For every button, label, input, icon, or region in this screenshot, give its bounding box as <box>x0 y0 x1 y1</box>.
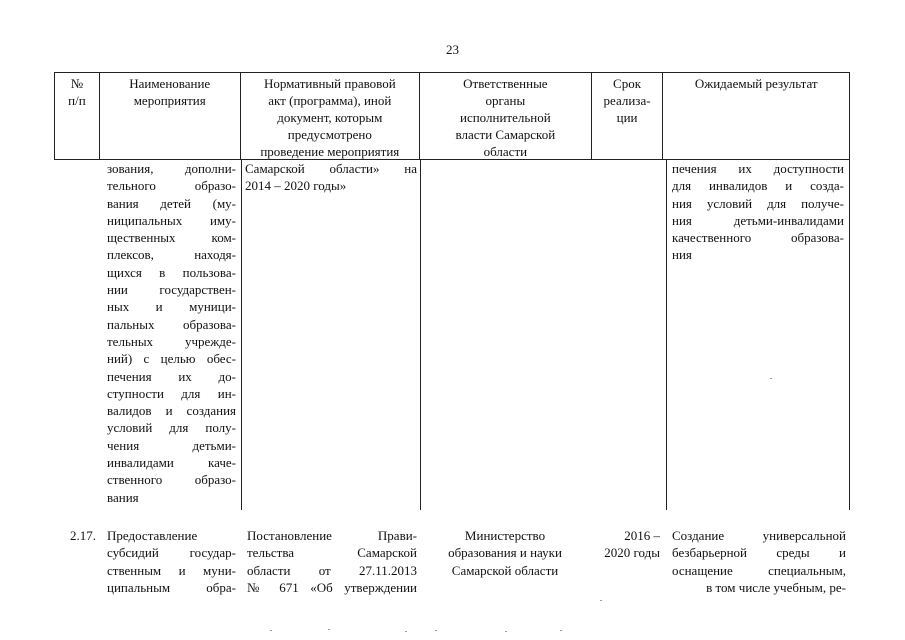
activity-name <box>107 527 236 596</box>
text-line: субсидий государ- <box>107 545 236 561</box>
continued-legal-act <box>245 160 417 195</box>
text-line: для инвалидов и созда- <box>672 178 844 194</box>
table-header <box>54 72 850 160</box>
text-line: тельных учрежде- <box>107 333 236 349</box>
page-number: 23 <box>446 42 459 57</box>
scan-speck <box>328 629 330 630</box>
text-line: нии государствен- <box>107 282 236 298</box>
header-term: Срок реализа- ции <box>592 73 664 159</box>
text-line: ципальным обра- <box>107 579 236 595</box>
legal-act <box>247 527 417 596</box>
text-line: ных и муници- <box>107 299 236 315</box>
text-line: оснащение специальным, <box>672 562 846 578</box>
text-line: пальных образова- <box>107 316 236 332</box>
text-line: ния детьми-инвалидами <box>672 212 844 228</box>
column-divider <box>666 160 667 510</box>
text-line: Самарской области <box>451 562 559 578</box>
expected-result <box>672 527 846 596</box>
continued-activity-name <box>107 160 236 506</box>
scan-speck <box>600 600 602 601</box>
header-expected-result: Ожидаемый результат <box>694 76 818 91</box>
scan-speck <box>435 630 437 631</box>
header-legal-act: Нормативный правовой акт (программа), иной документ, которым предусмотрено проведение мероприятия <box>241 73 421 159</box>
column-divider <box>241 160 242 510</box>
text-line: тельного образо- <box>107 178 236 194</box>
text-line: ственного образо- <box>107 472 236 488</box>
text-line: инвалидами каче- <box>107 455 236 471</box>
text-line: Постановление Прави- <box>247 528 417 543</box>
scan-speck <box>560 630 562 631</box>
text-line: Предоставление <box>107 528 198 543</box>
text-line: Министерство <box>464 528 546 543</box>
text-line: Создание универсальной <box>672 528 846 543</box>
text-line: ния условий для получе- <box>672 195 844 211</box>
text-line: № 671 «Об утверждении <box>247 579 417 595</box>
text-line: ступности для ин- <box>107 385 236 401</box>
header-activity-name: Наименование мероприятия <box>100 73 241 159</box>
header-number: № п/п <box>55 73 100 159</box>
text-line: ния <box>672 247 692 263</box>
text-line: условий для полу- <box>107 420 236 436</box>
text-line: плексов, находя- <box>107 247 236 263</box>
text-line: 2014 – 2020 годы» <box>245 178 347 194</box>
text-line: валидов и создания <box>107 403 236 419</box>
text-line: ниципальных иму- <box>107 212 236 228</box>
text-line: зования, дополни- <box>107 161 236 176</box>
text-line: ний) с целью обес- <box>107 351 236 367</box>
text-line: Самарской области» на <box>245 161 417 176</box>
row-number: 2.17. <box>70 528 96 543</box>
text-line: качественного образова- <box>672 230 844 246</box>
header-responsible-bodies: Ответственные органы исполнительной власти Самарской области <box>420 73 592 159</box>
column-divider <box>420 160 421 510</box>
scan-speck <box>270 630 272 631</box>
text-line: ственным и муни- <box>107 562 236 578</box>
scan-speck <box>405 631 407 632</box>
responsible-body <box>428 527 582 579</box>
text-line: вания детей (му- <box>107 195 236 211</box>
text-line: чения детьми- <box>107 437 236 453</box>
text-line: щихся в пользова- <box>107 264 236 280</box>
implementation-term <box>588 527 660 562</box>
text-line: тельства Самарской <box>247 545 417 561</box>
text-line: печения их до- <box>107 368 236 384</box>
text-line: щественных ком- <box>107 230 236 246</box>
text-line: 2020 годы <box>604 545 660 561</box>
text-line: в том числе учебным, ре- <box>706 579 846 595</box>
text-line: безбарьерной среды и <box>672 545 846 561</box>
column-divider <box>849 160 850 510</box>
scan-speck <box>505 631 507 632</box>
text-line: 2016 – <box>624 528 660 543</box>
text-line: печения их доступности <box>672 161 844 176</box>
scan-speck <box>770 378 772 379</box>
text-line: образования и науки <box>448 545 562 561</box>
text-line: области от 27.11.2013 <box>247 562 417 578</box>
text-line: вания <box>107 489 139 505</box>
continued-expected-result <box>672 160 844 264</box>
